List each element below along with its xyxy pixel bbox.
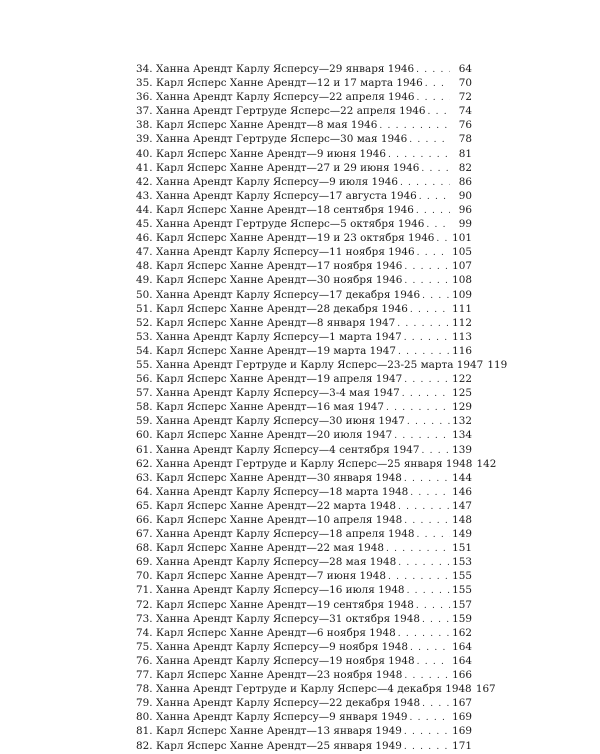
toc-entry: [136, 569, 472, 583]
entry-page-number: 148: [452, 514, 472, 526]
entry-title: Карл Ясперс Ханне Арендт—19 сентября 1948: [156, 598, 414, 611]
entry-number: 78.: [136, 683, 153, 696]
entry-title: Карл Ясперс Ханне Арендт—10 апреля 1948: [156, 514, 403, 526]
toc-entry: [136, 132, 472, 146]
dot-leader: [388, 570, 450, 584]
entry-number: 69.: [136, 556, 153, 569]
toc-entry: [136, 513, 472, 527]
entry-title: Карл Ясперс Ханне Арендт—17 ноября 1946: [156, 260, 403, 273]
entry-number: 49.: [136, 274, 153, 287]
entry-page-number: 162: [452, 626, 472, 639]
dot-leader: [421, 444, 450, 458]
entry-number: 62.: [136, 457, 153, 470]
toc-entry: [136, 428, 472, 442]
entry-page-number: 86: [458, 175, 472, 188]
toc-entry: [136, 175, 472, 189]
dot-leader: [404, 472, 450, 486]
toc-entry: [136, 302, 472, 316]
dot-leader: [416, 599, 450, 613]
entry-number: 53.: [136, 330, 153, 343]
dot-leader: [404, 373, 450, 387]
entry-title: Карл Ясперс Ханне Арендт—7 июня 1948: [156, 570, 386, 583]
entry-title: Карл Ясперс Ханне Арендт—18 сентября 1946: [156, 203, 414, 216]
dot-leader: [425, 77, 450, 91]
entry-number: 70.: [136, 570, 153, 583]
entry-page-number: 167: [452, 697, 472, 710]
toc-entry: [136, 471, 472, 485]
entry-number: 68.: [136, 542, 153, 555]
toc-entry: [136, 76, 472, 90]
dot-leader: [410, 641, 450, 655]
entry-number: 82.: [136, 739, 153, 752]
entry-number: 40.: [136, 147, 153, 160]
dot-leader: [422, 613, 450, 627]
toc-entry: [136, 443, 472, 457]
dot-leader: [421, 162, 450, 176]
entry-page-number: 139: [452, 443, 472, 456]
dot-leader: [416, 63, 450, 77]
entry-title: Ханна Арендт Карлу Ясперсу—9 января 1949: [156, 711, 408, 724]
entry-title: Карл Ясперс Ханне Арендт—16 мая 1947: [156, 401, 384, 414]
dot-leader: [400, 176, 450, 190]
entry-number: 39.: [136, 133, 153, 146]
dot-leader: [397, 317, 450, 331]
entry-page-number: 76: [458, 119, 472, 132]
entry-number: 59.: [136, 415, 153, 428]
dot-leader: [417, 246, 450, 260]
entry-page-number: 147: [452, 499, 472, 512]
entry-number: 67.: [136, 528, 153, 541]
entry-number: 72.: [136, 598, 153, 611]
toc-entry: [136, 288, 472, 302]
toc-entry: [136, 316, 472, 330]
entry-title: Ханна Арендт Карлу Ясперсу—28 мая 1948: [156, 556, 397, 569]
entry-title: Карл Ясперс Ханне Арендт—23 ноября 1948: [156, 669, 403, 682]
entry-number: 38.: [136, 119, 153, 132]
entry-page-number: 81: [458, 147, 472, 160]
toc-entry: [136, 640, 472, 654]
dot-leader: [404, 274, 450, 288]
entry-page-number: 70: [458, 77, 472, 90]
entry-title: Карл Ясперс Ханне Арендт—30 ноября 1946: [156, 274, 403, 287]
entry-number: 57.: [136, 387, 153, 400]
entry-number: 50.: [136, 288, 153, 301]
entry-page-number: 99: [458, 218, 472, 231]
entry-title: Ханна Арендт Карлу Ясперсу—11 ноября 1946: [156, 246, 415, 259]
entry-page-number: 111: [452, 302, 472, 315]
entry-number: 36.: [136, 91, 153, 104]
entry-number: 65.: [136, 499, 153, 512]
toc-entry: [136, 372, 472, 386]
dot-leader: [416, 204, 450, 218]
entry-number: 45.: [136, 218, 153, 231]
dot-leader: [404, 331, 450, 345]
entry-number: 63.: [136, 471, 153, 484]
entry-page-number: 146: [452, 485, 472, 498]
toc-entry: [136, 527, 472, 541]
dot-leader: [404, 669, 450, 683]
dot-leader: [417, 528, 451, 542]
dot-leader: [386, 542, 450, 556]
entry-number: 64.: [136, 485, 153, 498]
toc-entry: [136, 90, 472, 104]
toc-entry: [136, 400, 472, 414]
entry-number: 41.: [136, 161, 153, 174]
entry-number: 34.: [136, 63, 153, 75]
entry-page-number: 159: [452, 612, 472, 625]
entry-page-number: 157: [452, 598, 472, 611]
toc-entry: [136, 668, 472, 682]
entry-number: 54.: [136, 344, 153, 357]
dot-leader: [417, 91, 451, 105]
table-of-contents: [136, 62, 508, 753]
entry-number: 73.: [136, 612, 153, 625]
entry-number: 52.: [136, 316, 153, 329]
entry-title: Карл Ясперс Ханне Арендт—8 мая 1946: [156, 119, 378, 132]
entry-title: Карл Ясперс Ханне Арендт—19 марта 1947: [156, 344, 397, 357]
entry-title: Карл Ясперс Ханне Арендт—30 января 1948: [156, 471, 402, 484]
entry-title: Карл Ясперс Ханне Арендт—22 мая 1948: [156, 542, 384, 555]
entry-title: Карл Ясперс Ханне Арендт—9 июня 1946: [156, 147, 386, 160]
entry-page-number: 90: [458, 189, 472, 202]
entry-number: 74.: [136, 626, 153, 639]
entry-title: Карл Ясперс Ханне Арендт—19 и 23 октября 1946: [156, 232, 435, 245]
dot-leader: [417, 655, 450, 669]
dot-leader: [398, 345, 450, 359]
entry-title: Карл Ясперс Ханне Арендт—22 марта 1948: [156, 499, 397, 512]
entry-page-number: 171: [452, 739, 472, 752]
entry-page-number: 144: [452, 471, 472, 484]
entry-page-number: 78: [458, 133, 472, 146]
dot-leader: [386, 401, 450, 415]
entry-page-number: 74: [458, 105, 472, 118]
entry-page-number: 108: [452, 274, 472, 287]
dot-leader: [419, 190, 450, 204]
toc-entry: [136, 583, 472, 597]
entry-page-number: 167: [475, 683, 496, 696]
entry-number: 55.: [136, 358, 153, 371]
toc-entry: [136, 598, 472, 612]
entry-page-number: 155: [452, 570, 472, 583]
dot-leader: [407, 415, 450, 429]
entry-page-number: 122: [452, 373, 472, 386]
entry-title: Карл Ясперс Ханне Арендт—27 и 29 июня 1946: [156, 161, 420, 174]
toc-entry: [136, 161, 472, 175]
dot-leader: [407, 584, 450, 598]
dot-leader: [402, 387, 450, 401]
toc-entry: [136, 189, 472, 203]
toc-entry: [136, 499, 472, 513]
entry-page-number: 72: [458, 91, 472, 104]
dot-leader: [404, 725, 450, 739]
dot-leader: [394, 429, 450, 443]
entry-number: 56.: [136, 373, 153, 386]
dot-leader: [410, 711, 450, 725]
entry-number: 35.: [136, 77, 153, 90]
dot-leader: [398, 556, 450, 570]
entry-page-number: 169: [452, 711, 472, 724]
entry-page-number: 105: [452, 246, 472, 259]
toc-entry: [136, 386, 472, 400]
entry-page-number: 155: [452, 584, 472, 597]
dot-leader: [422, 697, 450, 711]
entry-title: Карл Ясперс Ханне Арендт—6 ноября 1948: [156, 626, 396, 639]
dot-leader: [404, 514, 450, 528]
entry-page-number: 112: [452, 316, 472, 329]
entry-title: Ханна Арендт Карлу Ясперсу—4 сентября 1947: [156, 443, 420, 456]
entry-number: 66.: [136, 514, 153, 526]
entry-title: Ханна Арендт Карлу Ясперсу—1 марта 1947: [156, 330, 402, 343]
entry-page-number: 116: [452, 344, 472, 357]
entry-title: Ханна Арендт Гертруде Ясперс—22 апреля 1946: [156, 105, 426, 118]
toc-entry: [136, 682, 496, 696]
toc-entry: [136, 457, 497, 471]
toc-entry: [136, 414, 472, 428]
dot-leader: [422, 289, 450, 303]
entry-page-number: 153: [452, 556, 472, 569]
entry-page-number: 166: [452, 669, 472, 682]
entry-title: Ханна Арендт Карлу Ясперсу—18 марта 1948: [156, 485, 409, 498]
entry-page-number: 96: [458, 203, 472, 216]
toc-entry: [136, 358, 508, 372]
entry-number: 60.: [136, 429, 153, 442]
entry-title: Ханна Арендт Карлу Ясперсу—30 июня 1947: [156, 415, 405, 428]
entry-page-number: 64: [458, 63, 472, 75]
entry-number: 48.: [136, 260, 153, 273]
entry-title: Карл Ясперс Ханне Арендт—19 апреля 1947: [156, 373, 403, 386]
entry-page-number: 134: [452, 429, 472, 442]
entry-title: Ханна Арендт Карлу Ясперсу—17 августа 1946: [156, 189, 417, 202]
entry-title: Ханна Арендт Карлу Ясперсу—16 июля 1948: [156, 584, 405, 597]
entry-title: Ханна Арендт Карлу Ясперсу—22 декабря 1948: [156, 697, 421, 710]
entry-number: 80.: [136, 711, 153, 724]
entry-title: Ханна Арендт Гертруде Ясперс—30 мая 1946: [156, 133, 408, 146]
entry-title: Ханна Арендт Карлу Ясперсу—3-4 мая 1947: [156, 387, 400, 400]
toc-entry: [136, 330, 472, 344]
entry-page-number: 164: [452, 640, 472, 653]
dot-leader: [410, 303, 450, 317]
dot-leader: [388, 148, 450, 162]
entry-title: Ханна Арендт Гертруде Ясперс—5 октября 1946: [156, 218, 425, 231]
entry-title: Ханна Арендт Карлу Ясперсу—29 января 1946: [156, 63, 415, 75]
entry-page-number: 164: [452, 654, 472, 667]
entry-number: 58.: [136, 401, 153, 414]
entry-page-number: 125: [452, 387, 472, 400]
dot-leader: [428, 105, 450, 119]
entry-number: 81.: [136, 725, 153, 738]
dot-leader: [409, 133, 450, 147]
toc-entry: [136, 118, 472, 132]
entry-page-number: 109: [452, 288, 472, 301]
entry-page-number: 107: [452, 260, 472, 273]
entry-title: Карл Ясперс Ханне Арендт—12 и 17 марта 1946: [156, 77, 423, 90]
entry-page-number: 101: [452, 232, 472, 245]
entry-title: Ханна Арендт Карлу Ясперсу—22 апреля 1946: [156, 91, 415, 104]
toc-entry: [136, 541, 472, 555]
toc-entry: [136, 104, 472, 118]
entry-title: Карл Ясперс Ханне Арендт—8 января 1947: [156, 316, 396, 329]
entry-title: Ханна Арендт Гертруде и Карлу Ясперс—4 декабря 1948: [156, 683, 472, 696]
toc-entry: [136, 612, 472, 626]
toc-entry: [136, 555, 472, 569]
entry-title: Карл Ясперс Ханне Арендт—13 января 1949: [156, 725, 402, 738]
entry-title: Ханна Арендт Карлу Ясперсу—18 апреля 1948: [156, 528, 415, 541]
entry-number: 47.: [136, 246, 153, 259]
entry-title: Карл Ясперс Ханне Арендт—20 июля 1947: [156, 429, 393, 442]
entry-number: 42.: [136, 175, 153, 188]
entry-page-number: 142: [476, 457, 497, 470]
dot-leader: [426, 218, 450, 232]
dot-leader: [379, 119, 450, 133]
toc-entry: [136, 626, 472, 640]
toc-entry: [136, 724, 472, 738]
entry-title: Ханна Арендт Карлу Ясперсу—9 ноября 1948: [156, 640, 409, 653]
entry-title: Ханна Арендт Карлу Ясперсу—31 октября 1948: [156, 612, 420, 625]
entry-number: 71.: [136, 584, 153, 597]
entry-number: 79.: [136, 697, 153, 710]
dot-leader: [436, 232, 450, 246]
toc-entry: [136, 259, 472, 273]
toc-entry: [136, 147, 472, 161]
entry-page-number: 169: [452, 725, 472, 738]
toc-entry: [136, 344, 472, 358]
entry-number: 44.: [136, 203, 153, 216]
entry-number: 76.: [136, 654, 153, 667]
toc-entry: [136, 696, 472, 710]
entry-number: 37.: [136, 105, 153, 118]
dot-leader: [404, 740, 450, 754]
entry-title: Ханна Арендт Гертруде и Карлу Ясперс—25 января 1948: [156, 457, 473, 470]
toc-entry: [136, 485, 472, 499]
entry-title: Карл Ясперс Ханне Арендт—28 декабря 1946: [156, 302, 408, 315]
entry-page-number: 113: [452, 330, 472, 343]
entry-number: 46.: [136, 232, 153, 245]
toc-entry: [136, 654, 472, 668]
entry-number: 61.: [136, 443, 153, 456]
dot-leader: [404, 260, 450, 274]
entry-page-number: 132: [452, 415, 472, 428]
dot-leader: [398, 627, 450, 641]
dot-leader: [410, 486, 450, 500]
toc-entry: [136, 203, 472, 217]
entry-title: Ханна Арендт Карлу Ясперсу—9 июля 1946: [156, 175, 398, 188]
entry-number: 51.: [136, 302, 153, 315]
toc-entry: [136, 245, 472, 259]
dot-leader: [398, 500, 450, 514]
toc-entry: [136, 62, 472, 76]
entry-title: Ханна Арендт Карлу Ясперсу—19 ноября 1948: [156, 654, 415, 667]
toc-entry: [136, 273, 472, 287]
toc-entry: [136, 739, 472, 753]
toc-entry: [136, 231, 472, 245]
entry-page-number: 82: [458, 161, 472, 174]
entry-title: Ханна Арендт Карлу Ясперсу—17 декабря 1946: [156, 288, 421, 301]
entry-page-number: 149: [452, 528, 472, 541]
entry-number: 43.: [136, 189, 153, 202]
entry-page-number: 119: [487, 358, 508, 371]
entry-page-number: 151: [452, 542, 472, 555]
toc-entry: [136, 217, 472, 231]
entry-title: Ханна Арендт Гертруде и Карлу Ясперс—23-25 марта 1947: [156, 358, 484, 371]
entry-number: 75.: [136, 640, 153, 653]
entry-title: Карл Ясперс Ханне Арендт—25 января 1949: [156, 739, 402, 752]
entry-page-number: 129: [452, 401, 472, 414]
entry-number: 77.: [136, 669, 153, 682]
toc-entry: [136, 710, 472, 724]
